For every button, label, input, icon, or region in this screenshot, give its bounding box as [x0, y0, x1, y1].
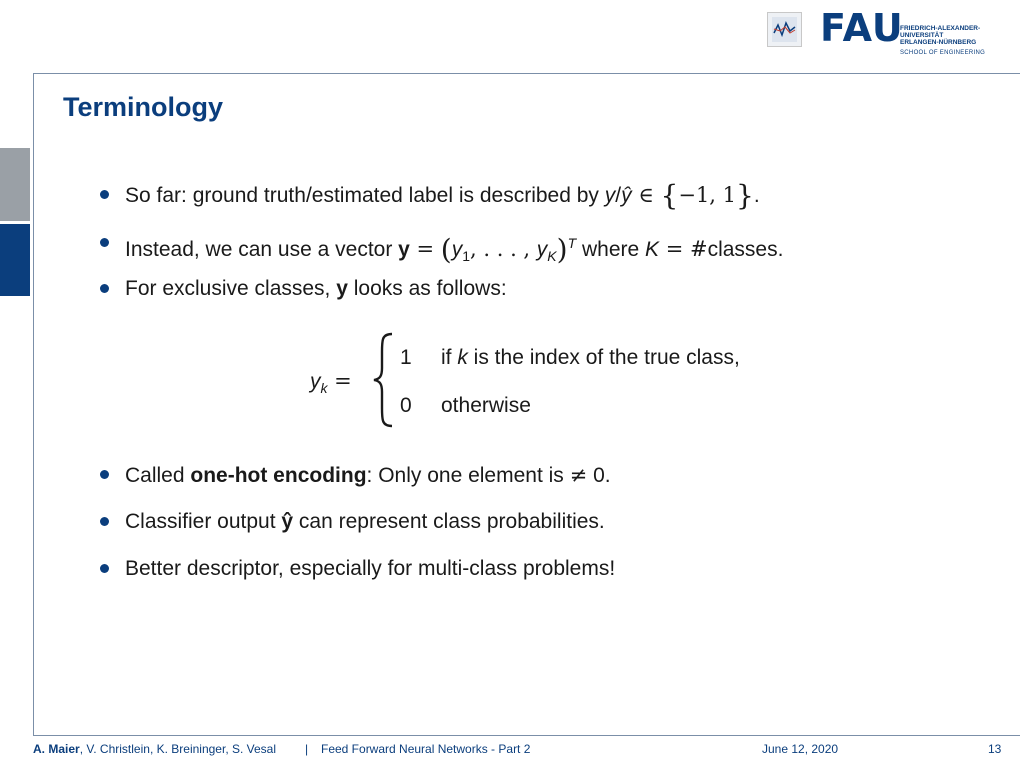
- bullet-text: Classifier output ŷ can represent class probabilities.: [125, 510, 605, 533]
- side-marker-blue: [0, 224, 30, 296]
- bullet-dot-icon: [100, 564, 109, 573]
- bullet-text: So far: ground truth/estimated label is described by y/ŷ ∈ {−1, 1}.: [125, 179, 760, 212]
- institute-logo-icon: [767, 12, 802, 47]
- left-brace-icon: [370, 330, 396, 435]
- bullet-dot-icon: [100, 238, 109, 247]
- footer-date: June 12, 2020: [762, 742, 839, 756]
- equation-lhs: $y_k$ =: [310, 369, 352, 397]
- school-name: SCHOOL OF ENGINEERING: [900, 50, 986, 56]
- slide-footer: [33, 740, 1008, 758]
- footer-authors: A. Maier, V. Christlein, K. Breininger, S. Vesal: [33, 742, 277, 756]
- bullet-dot-icon: [100, 517, 109, 526]
- bullet-text: Instead, we can use a vector $y = (y_1$, . . . , $y_K)^T$ where K = #classes.: [125, 233, 784, 266]
- fau-logo: FAU: [820, 6, 904, 50]
- side-marker-gray: [0, 148, 30, 221]
- footer-page-number: 13: [988, 742, 1002, 756]
- university-name: FRIEDRICH-ALEXANDER- UNIVERSITÄT ERLANGEN-NÜRNBERG: [900, 25, 981, 46]
- bullet-text: For exclusive classes, y looks as follows:: [125, 277, 507, 300]
- footer-separator: |: [305, 742, 309, 756]
- bullet-dot-icon: [100, 470, 109, 479]
- footer-lecture-title: Feed Forward Neural Networks - Part 2: [321, 742, 531, 756]
- bullet-dot-icon: [100, 284, 109, 293]
- slide-title: Terminology: [63, 92, 224, 122]
- bullet-text: Better descriptor, especially for multi-class problems!: [125, 557, 616, 580]
- bullet-dot-icon: [100, 190, 109, 199]
- bullet-text: Called one-hot encoding: Only one element is ≠ 0.: [125, 463, 611, 487]
